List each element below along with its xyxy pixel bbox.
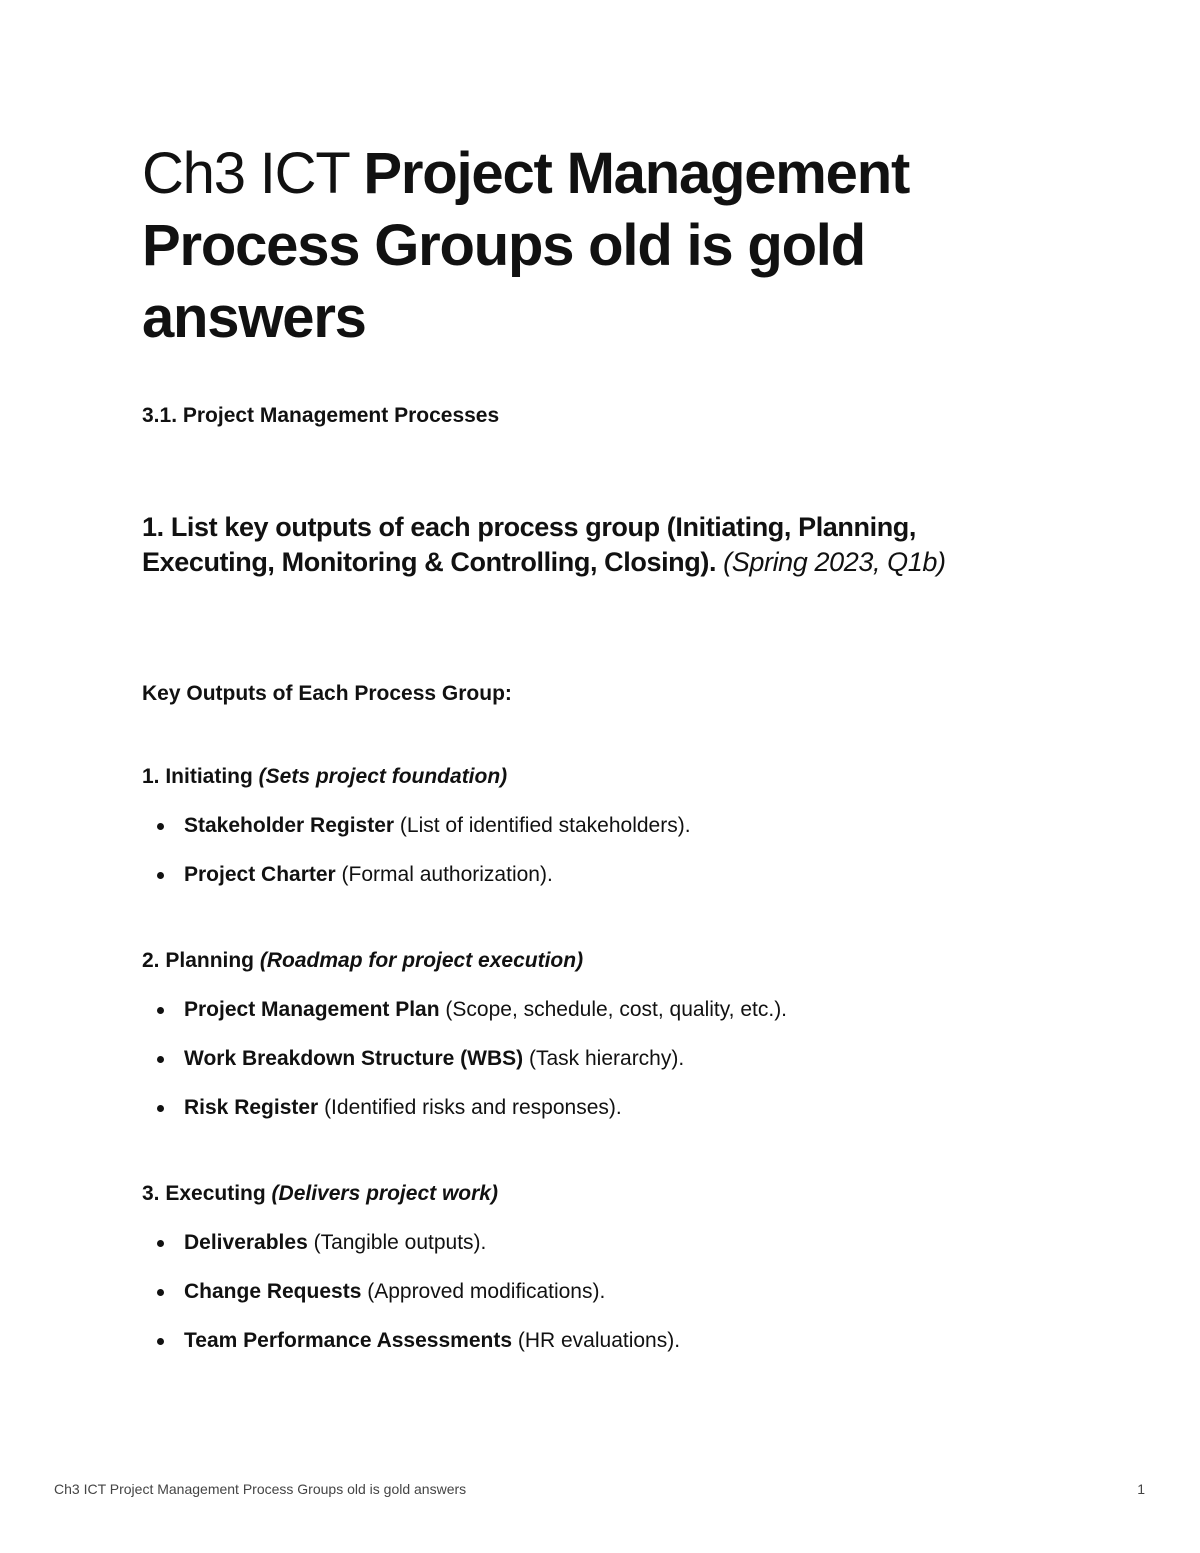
group-heading-label: 3. Executing	[142, 1182, 272, 1205]
subsection-heading: 3.1. Project Management Processes	[142, 404, 500, 427]
group-output-list	[142, 1229, 1042, 1355]
group-executing	[142, 1180, 1042, 1355]
item-description: (List of identified stakeholders).	[394, 814, 691, 837]
item-term: Change Requests	[184, 1280, 362, 1303]
item-term: Project Management Plan	[184, 998, 440, 1021]
bullet-icon	[157, 872, 164, 879]
item-description: (Formal authorization).	[335, 863, 553, 886]
item-term: Project Charter	[184, 863, 336, 886]
group-heading-label: 2. Planning	[142, 949, 260, 972]
item-term: Stakeholder Register	[184, 814, 395, 837]
list-item	[142, 996, 1042, 1024]
group-heading-label: 1. Initiating	[142, 765, 259, 788]
bullet-icon	[157, 1007, 164, 1014]
question-reference: (Spring 2023, Q1b)	[723, 547, 946, 577]
item-description: (HR evaluations).	[512, 1329, 681, 1352]
question-heading	[142, 510, 1042, 580]
item-term: Work Breakdown Structure (WBS)	[184, 1047, 524, 1070]
page-content	[142, 138, 1042, 1352]
item-description: (Tangible outputs).	[307, 1231, 487, 1254]
list-item	[142, 812, 1042, 840]
bullet-icon	[157, 1289, 164, 1296]
group-heading	[142, 947, 1042, 975]
list-item	[142, 1278, 1042, 1306]
item-term: Risk Register	[184, 1096, 319, 1119]
group-initiating	[142, 763, 1042, 889]
group-heading	[142, 1180, 1042, 1208]
group-heading-note: (Delivers project work)	[271, 1182, 498, 1205]
item-description: (Task hierarchy).	[523, 1047, 685, 1070]
bullet-icon	[157, 1338, 164, 1345]
item-term: Deliverables	[184, 1231, 308, 1254]
group-heading-note: (Sets project foundation)	[258, 765, 508, 788]
title-prefix: Ch3 ICT	[142, 141, 364, 206]
list-item	[142, 1045, 1042, 1073]
group-output-list	[142, 812, 1042, 889]
item-term: Team Performance Assessments	[184, 1329, 512, 1352]
outputs-heading: Key Outputs of Each Process Group:	[142, 682, 512, 705]
group-heading-note: (Roadmap for project execution)	[259, 949, 584, 972]
bullet-icon	[157, 1105, 164, 1112]
question-text: 1. List key outputs of each process group (Initiating, Planning, Executing, Monitoring & Controlling, Closing).	[142, 512, 916, 577]
list-item	[142, 1327, 1042, 1355]
bullet-icon	[157, 1240, 164, 1247]
bullet-icon	[157, 1056, 164, 1063]
item-description: (Approved modifications).	[361, 1280, 606, 1303]
group-output-list	[142, 996, 1042, 1122]
page-number: 1	[1137, 1481, 1145, 1497]
group-planning	[142, 947, 1042, 1122]
group-heading	[142, 763, 1042, 791]
item-description: (Identified risks and responses).	[318, 1096, 622, 1119]
title-main: Project Management Process Groups old is gold answers	[142, 141, 910, 350]
list-item	[142, 1229, 1042, 1257]
list-item	[142, 861, 1042, 889]
item-description: (Scope, schedule, cost, quality, etc.).	[439, 998, 788, 1021]
list-item	[142, 1094, 1042, 1122]
footer-title: Ch3 ICT Project Management Process Groups old is gold answers	[54, 1481, 467, 1497]
document-title	[142, 138, 1042, 354]
bullet-icon	[157, 823, 164, 830]
